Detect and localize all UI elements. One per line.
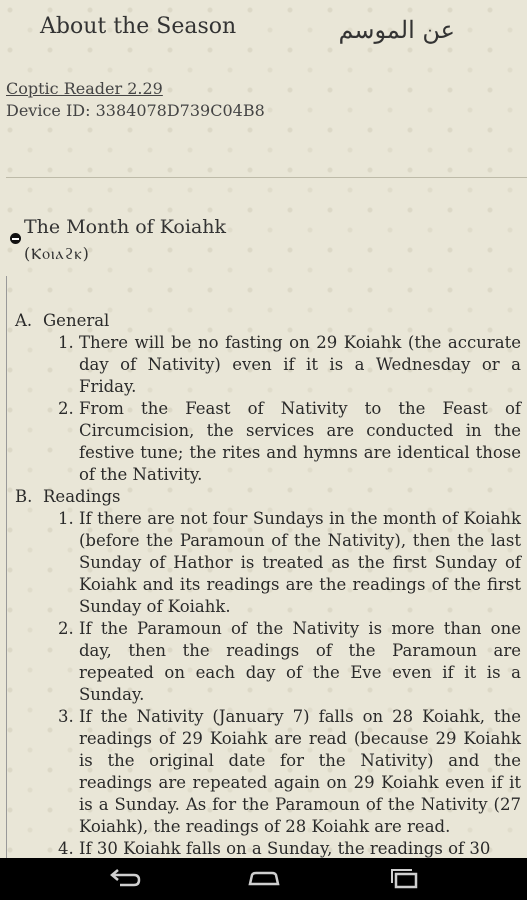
list-item: 4. If 30 Koiahk falls on a Sunday, the readings of 30 — [79, 838, 523, 858]
section-subtitle: (Ⲕⲟⲓⲁϩⲕ) — [24, 244, 90, 263]
app-version-link[interactable]: Coptic Reader 2.29 — [6, 79, 163, 98]
list-item: 2. From the Feast of Nativity to the Feast of Circumcision, the services are conducted in the festive tune; the rites and hymns are identical those of the Nativity. — [79, 398, 523, 486]
page-title-arabic: عن الموسم — [338, 16, 455, 44]
list-item: 3. If the Nativity (January 7) falls on 28 Koiahk, the readings of 29 Koiahk are read (because 29 Koiahk is the original date for the Nativity) and the readings are repeated again on 29 Koiahk even if it is a Sunday. As for the Paramoun of the Nativity (27 Koiahk), the readings of 28 Koiahk are read. — [79, 706, 523, 838]
list-item: 1. There will be no fasting on 29 Koiahk (the accurate day of Nativity) even if it is a Wednesday or a Friday. — [79, 332, 523, 398]
list-item: 2. If the Paramoun of the Nativity is more than one day, then the readings of the Paramoun are repeated on each day of the Eve even if it is a Sunday. — [79, 618, 523, 706]
page-title: About the Season — [40, 14, 237, 39]
group-label — [15, 486, 523, 508]
item-list — [15, 508, 523, 858]
group-title: Readings — [43, 487, 121, 506]
section-title: The Month of Koiahk — [24, 216, 227, 238]
divider — [6, 177, 527, 178]
group-letter: B. — [15, 487, 33, 506]
app-info — [6, 78, 265, 122]
group-letter: A. — [15, 311, 33, 330]
season-content[interactable] — [6, 276, 523, 858]
group-title: General — [43, 311, 110, 330]
home-icon[interactable] — [244, 866, 284, 892]
header — [0, 0, 527, 62]
system-nav-bar — [0, 858, 527, 900]
group-general — [15, 310, 523, 486]
item-list — [15, 332, 523, 486]
group-readings — [15, 486, 523, 858]
recent-apps-icon[interactable] — [384, 866, 424, 892]
group-label — [15, 310, 523, 332]
content-body — [7, 276, 523, 858]
collapse-icon[interactable] — [10, 233, 21, 244]
list-item: 1. If there are not four Sundays in the month of Koiahk (before the Paramoun of the Nativity), then the last Sunday of Hathor is treated as the first Sunday of Koiahk and its readings are the readings of the first Sunday of Koiahk. — [79, 508, 523, 618]
back-icon[interactable] — [104, 866, 144, 892]
device-id: Device ID: 3384078D739C04B8 — [6, 101, 265, 120]
